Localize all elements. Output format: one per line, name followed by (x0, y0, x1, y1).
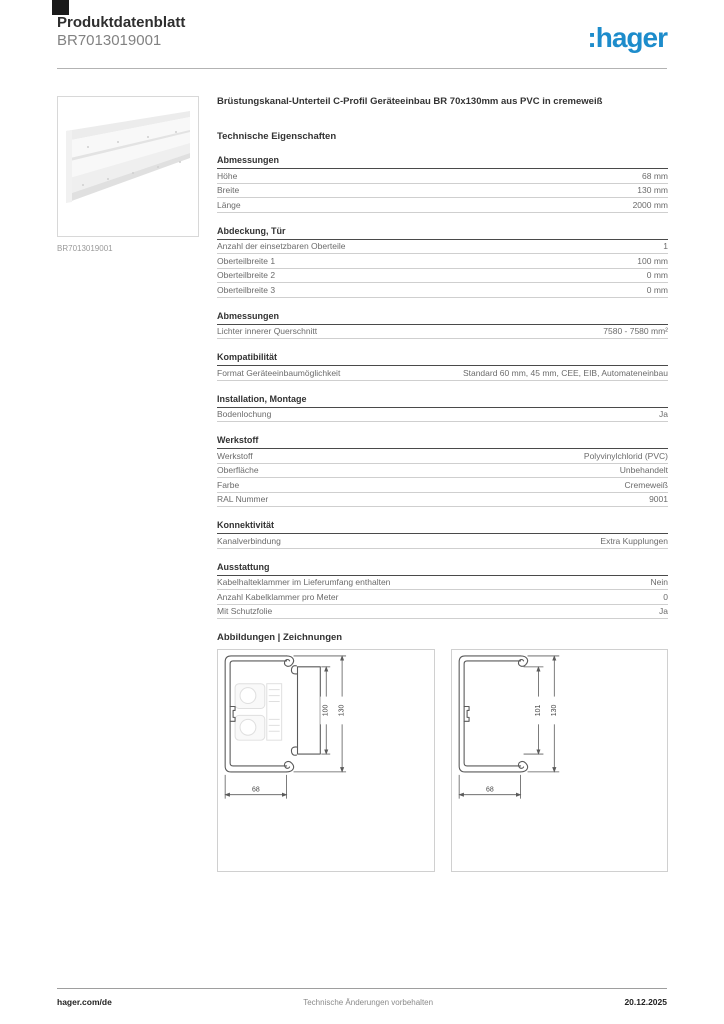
section-abmessungen-1 (217, 155, 668, 213)
table-row (217, 240, 668, 255)
row-value: Ja (659, 409, 668, 419)
footer-website: hager.com/de (57, 997, 112, 1007)
row-label: Anzahl Kabelklammer pro Meter (217, 591, 339, 602)
page-title: Produktdatenblatt (57, 14, 186, 31)
row-value: Extra Kupplungen (600, 535, 668, 546)
page-corner-mark (52, 0, 69, 15)
product-reference: BR7013019001 (57, 32, 162, 49)
row-label: Format Geräteeinbaumöglichkeit (217, 367, 341, 378)
footer (57, 997, 667, 1007)
section-konnektivitaet (217, 520, 668, 549)
table-row (217, 169, 668, 184)
row-value: Polyvinylchlorid (PVC) (583, 450, 668, 461)
dim-label-height: 130 (550, 704, 558, 717)
table-row (217, 366, 668, 381)
row-value: 100 mm (637, 255, 668, 266)
row-label: Werkstoff (217, 450, 253, 461)
table-row (217, 605, 668, 620)
row-value: 0 mm (646, 270, 668, 280)
row-value: Cremeweiß (624, 479, 668, 490)
row-label: Farbe (217, 479, 240, 490)
section-installation-montage (217, 394, 668, 423)
row-value: 2000 mm (632, 199, 668, 210)
row-label: Bodenlochung (217, 409, 272, 419)
row-value: Ja (659, 606, 668, 616)
table-row (217, 449, 668, 464)
section-title: Kompatibilität (217, 352, 668, 366)
property-sections (217, 155, 668, 619)
row-label: Lichter innerer Querschnitt (217, 326, 318, 336)
product-image-caption: BR7013019001 (57, 244, 113, 253)
drawing-cross-section-with-device (217, 649, 435, 872)
row-label: Oberteilbreite 3 (217, 284, 276, 295)
product-title: Brüstungskanal-Unterteil C-Profil Geräteeinbau BR 70x130mm aus PVC in cremeweiß (217, 96, 603, 107)
hager-logo: :hager (587, 22, 667, 53)
section-title: Abmessungen (217, 155, 668, 169)
drawings-heading: Abbildungen | Zeichnungen (217, 632, 343, 643)
row-label: Oberfläche (217, 465, 259, 475)
section-title: Abdeckung, Tür (217, 226, 668, 240)
section-title: Werkstoff (217, 435, 668, 449)
table-row (217, 534, 668, 549)
header-divider (57, 68, 667, 69)
section-werkstoff (217, 435, 668, 507)
section-title: Konnektivität (217, 520, 668, 534)
product-render-graphic (58, 97, 198, 236)
row-value: 0 (663, 591, 668, 602)
table-row (217, 493, 668, 508)
table-row (217, 590, 668, 605)
row-label: Anzahl der einsetzbaren Oberteile (217, 241, 346, 251)
row-value: 7580 - 7580 mm² (603, 326, 668, 336)
footer-divider (57, 988, 667, 989)
table-row (217, 269, 668, 284)
drawing-cross-section-plain (451, 649, 669, 872)
row-value: 0 mm (646, 284, 668, 295)
row-value: 130 mm (637, 185, 668, 195)
row-value: Nein (650, 577, 668, 587)
table-row (217, 254, 668, 269)
row-label: RAL Nummer (217, 494, 269, 504)
row-value: 9001 (649, 494, 668, 504)
row-label: Höhe (217, 170, 238, 181)
row-label: Oberteilbreite 2 (217, 270, 276, 280)
dim-label-inner: 100 (322, 704, 330, 717)
row-label: Oberteilbreite 1 (217, 255, 276, 266)
row-label: Mit Schutzfolie (217, 606, 273, 616)
dim-label-inner: 101 (534, 704, 542, 717)
table-row (217, 464, 668, 479)
cross-section-graphic-1 (218, 650, 434, 871)
section-ausstattung (217, 562, 668, 620)
dim-label-width: 68 (252, 786, 260, 794)
section-title: Abmessungen (217, 311, 668, 325)
section-title: Ausstattung (217, 562, 668, 576)
section-abdeckung-tuer (217, 226, 668, 298)
row-label: Länge (217, 199, 241, 210)
dim-label-width: 68 (485, 786, 494, 794)
row-value: Standard 60 mm, 45 mm, CEE, EIB, Automateneinbau (462, 367, 668, 378)
tech-properties-heading: Technische Eigenschaften (217, 131, 337, 142)
dim-label-height: 130 (338, 704, 346, 717)
main-content (217, 96, 668, 872)
row-value: 68 mm (642, 170, 668, 181)
footer-date: 20.12.2025 (624, 997, 667, 1007)
technical-drawings (217, 649, 668, 872)
table-row (217, 184, 668, 199)
product-image (57, 96, 199, 237)
row-value: 1 (663, 241, 668, 251)
table-row (217, 576, 668, 591)
table-row (217, 198, 668, 213)
table-row (217, 283, 668, 298)
table-row (217, 478, 668, 493)
row-label: Kanalverbindung (217, 535, 281, 546)
row-label: Breite (217, 185, 240, 195)
row-label: Kabelhalteklammer im Lieferumfang enthalten (217, 577, 391, 587)
row-value: Unbehandelt (619, 465, 668, 475)
footer-disclaimer: Technische Änderungen vorbehalten (303, 998, 434, 1007)
table-row (217, 408, 668, 423)
table-row (217, 325, 668, 340)
section-title: Installation, Montage (217, 394, 668, 408)
cross-section-graphic-2 (452, 650, 668, 871)
document-header (57, 14, 185, 50)
section-kompatibilitaet (217, 352, 668, 381)
section-abmessungen-2 (217, 311, 668, 340)
